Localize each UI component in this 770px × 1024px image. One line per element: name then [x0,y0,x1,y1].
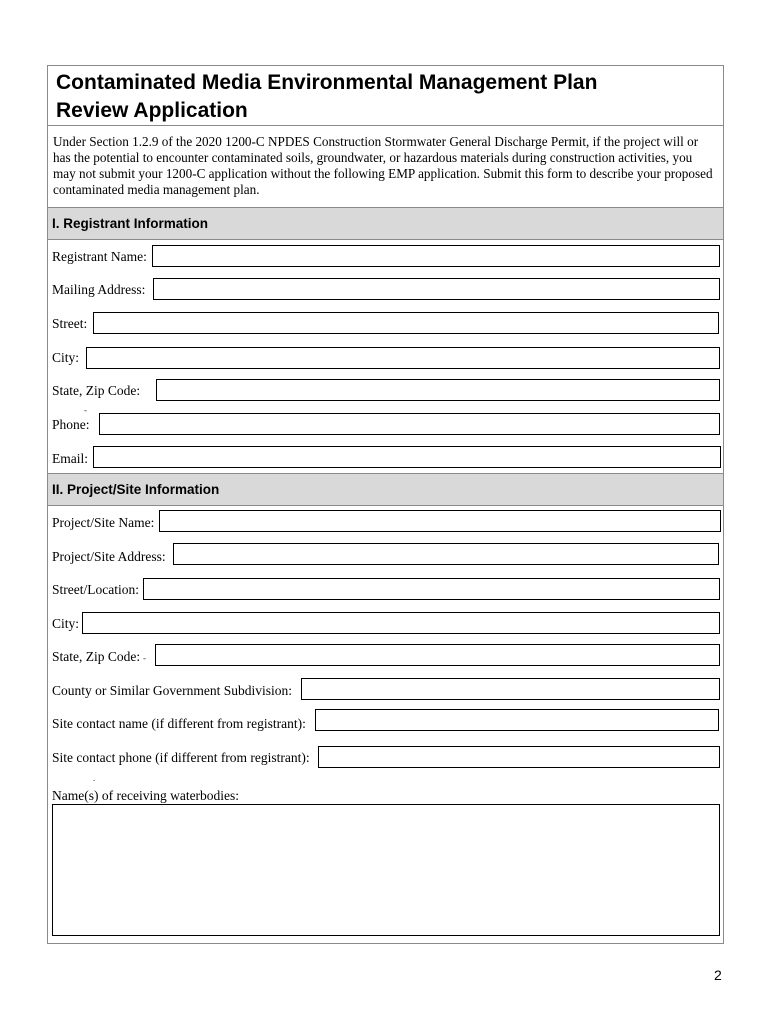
mailing-address-label: Mailing Address: [52,282,146,297]
section-header-project: II. Project/Site Information [48,473,723,506]
state-zip-label: State, Zip Code: [52,383,141,398]
registrant-name-input[interactable] [152,245,720,267]
emp-application-form [47,65,724,944]
waterbodies-textarea[interactable] [52,804,720,936]
stray-mark: - [143,653,146,663]
contact-phone-input[interactable] [318,746,720,768]
title-area [48,66,723,126]
email-label: Email: [52,451,88,466]
email-input[interactable] [93,446,721,468]
contact-name-label: Site contact name (if different from registrant): [52,716,306,731]
city-input[interactable] [86,347,720,369]
street-location-label: Street/Location: [52,582,139,597]
mailing-address-input[interactable] [153,278,720,300]
street-input[interactable] [93,312,719,334]
stray-mark: . [93,773,96,783]
city-label: City: [52,350,80,365]
county-input[interactable] [301,678,720,700]
contact-name-input[interactable] [315,709,719,731]
waterbodies-label: Name(s) of receiving waterbodies: [52,788,240,803]
street-label: Street: [52,316,88,331]
section-header-registrant: I. Registrant Information [48,207,723,240]
site-name-label: Project/Site Name: [52,515,155,530]
contact-phone-label: Site contact phone (if different from registrant): [52,750,310,765]
site-state-zip-label: State, Zip Code: [52,649,141,664]
county-label: County or Similar Government Subdivision: [52,683,292,698]
state-zip-input[interactable] [156,379,720,401]
site-name-input[interactable] [159,510,721,532]
site-address-label: Project/Site Address: [52,549,166,564]
stray-mark: - [84,405,87,415]
form-title: Contaminated Media Environmental Management Plan Review Application [56,71,598,122]
phone-input[interactable] [99,413,720,435]
site-city-input[interactable] [82,612,720,634]
site-address-input[interactable] [173,543,719,565]
intro-paragraph: Under Section 1.2.9 of the 2020 1200-C NPDES Construction Stormwater General Discharge Permit, if the project will or has the potential to encounter contaminated soils, groundwater, or hazardous materials during construction activities, you may not submit your 1200-C application without the following EMP application. Submit this form to describe your proposed contaminated media management plan. [53,134,713,197]
phone-label: Phone: [52,417,90,432]
page-number: 2 [714,967,722,983]
site-city-label: City: [52,616,80,631]
site-state-zip-input[interactable] [155,644,720,666]
street-location-input[interactable] [143,578,720,600]
registrant-name-label: Registrant Name: [52,249,147,264]
